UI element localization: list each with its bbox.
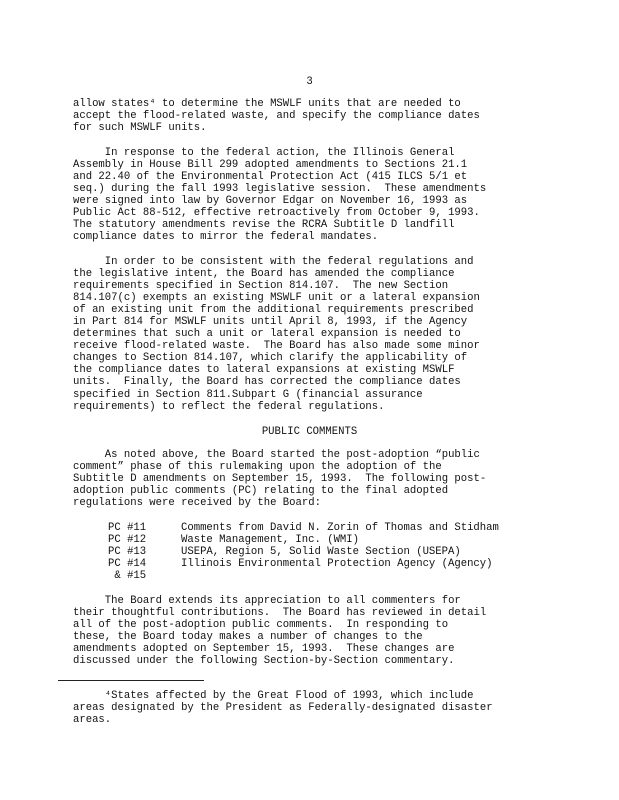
list-item bbox=[108, 522, 499, 534]
page-number: 3 bbox=[306, 76, 313, 88]
pc-number: PC #13 bbox=[108, 546, 147, 559]
pc-description bbox=[181, 570, 499, 582]
paragraph-board-amendments: In order to be consistent with the federal regulations and the legislative intent, the Board has amended the compliance requirements specified in Section 814.107. The new Section 814.107(c) exempts an existing MSWLF unit or a lateral expansion of an existing unit from the additional requirements prescribed in Part 814 for MSWLF units until April 8, 1993, if the Agency determines that such a unit or lateral expansion is needed to receive flood-related waste. The Board has also made some minor changes to Section 814.107, which clarify the applicability of the compliance dates to lateral expansions at existing MSWLF units. Finally, the Board has corrected the compliance dates specified in Section 811.Subpart G (financial assurance requirements) to reflect the federal regulations. bbox=[73, 256, 480, 413]
list-item bbox=[108, 570, 499, 582]
pc-number: & #15 bbox=[108, 570, 147, 583]
paragraph-public-comment-phase: As noted above, the Board started the post-adoption “public comment” phase of this rulemaking upon the adoption of the Subtitle D amendments on September 15, 1993. The following post- adoption public comments (PC) relating to the final adopted regulations were received by the Board: bbox=[73, 449, 487, 510]
paragraph-appreciation: The Board extends its appreciation to all commenters for their thoughtful contributions. The Board has reviewed in detail all of the post-adoption public comments. In responding to these, the Board today makes a number of changes to the amendments adopted on September 15, 1993. These changes are discussed under the following Section-by-Section commentary. bbox=[73, 595, 487, 668]
public-comments-list bbox=[108, 522, 499, 582]
pc-number: PC #11 bbox=[108, 522, 147, 534]
list-item bbox=[108, 546, 499, 558]
footnote: ⁴States affected by the Great Flood of 1993, which include areas designated by the President as Federally-designated disaster areas. bbox=[73, 690, 493, 727]
footnote-divider bbox=[58, 680, 204, 681]
pc-description: Illinois Environmental Protection Agency (Agency) bbox=[181, 558, 493, 571]
pc-description: USEPA, Region 5, Solid Waste Section (USEPA) bbox=[181, 546, 461, 559]
pc-number: PC #12 bbox=[108, 534, 147, 547]
list-item bbox=[108, 534, 499, 546]
pc-description: Comments from David N. Zorin of Thomas and Stidham bbox=[181, 522, 499, 534]
section-heading-public-comments: PUBLIC COMMENTS bbox=[261, 426, 358, 438]
paragraph-illinois-action: In response to the federal action, the Illinois General Assembly in House Bill 299 adopted amendments to Sections 21.1 and 22.40 of the Environmental Protection Act (415 ILCS 5/1 et seq.) during the fall 1993 legislative session. These amendments were signed into law by Governor Edgar on November 16, 1993 as Public Act 88-512, effective retroactively from October 9, 1993. The statutory amendments revise the RCRA Subtitle D landfill compliance dates to mirror the federal mandates. bbox=[73, 147, 487, 244]
list-item bbox=[108, 558, 499, 570]
pc-description: Waste Management, Inc. (WMI) bbox=[181, 534, 360, 547]
pc-number: PC #14 bbox=[108, 558, 147, 571]
paragraph-flood-waste: allow states⁴ to determine the MSWLF units that are needed to accept the flood-related waste, and specify the compliance dates for such MSWLF units. bbox=[73, 98, 480, 135]
